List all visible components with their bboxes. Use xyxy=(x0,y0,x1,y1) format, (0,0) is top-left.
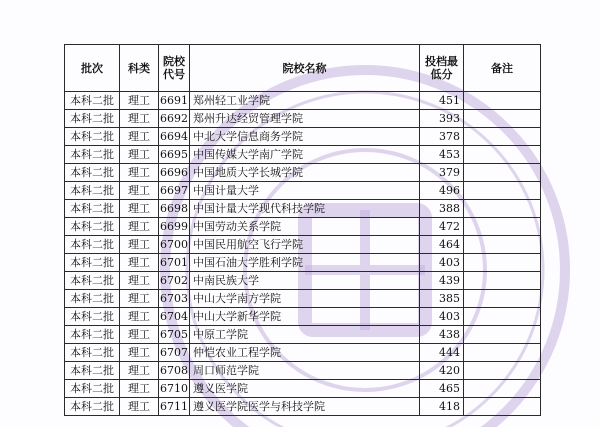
cell-name: 中原工学院 xyxy=(190,326,420,344)
table-row xyxy=(65,92,541,110)
table-row xyxy=(65,182,541,200)
cell-name: 遵义医学院医学与科技学院 xyxy=(190,398,420,416)
cell-name: 遵义医学院 xyxy=(190,380,420,398)
cell-type: 理工 xyxy=(120,236,159,254)
cell-batch: 本科二批 xyxy=(65,236,120,254)
cell-type: 理工 xyxy=(120,308,159,326)
cell-batch: 本科二批 xyxy=(65,218,120,236)
cell-batch: 本科二批 xyxy=(65,380,120,398)
cell-score: 451 xyxy=(420,92,464,110)
cell-note xyxy=(464,200,541,218)
cell-type: 理工 xyxy=(120,146,159,164)
cell-score: 393 xyxy=(420,110,464,128)
table-row xyxy=(65,326,541,344)
cell-type: 理工 xyxy=(120,362,159,380)
cell-batch: 本科二批 xyxy=(65,92,120,110)
cell-note xyxy=(464,182,541,200)
cell-name: 中国计量大学现代科技学院 xyxy=(190,200,420,218)
cell-code: 6711 xyxy=(159,398,190,416)
cell-note xyxy=(464,398,541,416)
cell-name: 周口师范学院 xyxy=(190,362,420,380)
cell-batch: 本科二批 xyxy=(65,308,120,326)
header-name: 院校名称 xyxy=(190,45,420,92)
cell-type: 理工 xyxy=(120,182,159,200)
cell-code: 6703 xyxy=(159,290,190,308)
cell-name: 郑州轻工业学院 xyxy=(190,92,420,110)
table-row xyxy=(65,398,541,416)
cell-batch: 本科二批 xyxy=(65,164,120,182)
cell-note xyxy=(464,110,541,128)
cell-type: 理工 xyxy=(120,164,159,182)
cell-score: 379 xyxy=(420,164,464,182)
cell-batch: 本科二批 xyxy=(65,110,120,128)
cell-name: 中国劳动关系学院 xyxy=(190,218,420,236)
cell-type: 理工 xyxy=(120,398,159,416)
cell-batch: 本科二批 xyxy=(65,344,120,362)
cell-name: 郑州升达经贸管理学院 xyxy=(190,110,420,128)
cell-type: 理工 xyxy=(120,254,159,272)
table-row xyxy=(65,272,541,290)
cell-code: 6701 xyxy=(159,254,190,272)
cell-batch: 本科二批 xyxy=(65,254,120,272)
cell-batch: 本科二批 xyxy=(65,272,120,290)
cell-score: 420 xyxy=(420,362,464,380)
table-row xyxy=(65,380,541,398)
cell-name: 仲恺农业工程学院 xyxy=(190,344,420,362)
cell-score: 444 xyxy=(420,344,464,362)
cell-code: 6708 xyxy=(159,362,190,380)
cell-name: 中国传媒大学南广学院 xyxy=(190,146,420,164)
cell-score: 496 xyxy=(420,182,464,200)
cell-type: 理工 xyxy=(120,344,159,362)
cell-batch: 本科二批 xyxy=(65,362,120,380)
header-score: 投档最低分 xyxy=(420,45,464,92)
table-row xyxy=(65,110,541,128)
cell-score: 438 xyxy=(420,326,464,344)
cell-code: 6699 xyxy=(159,218,190,236)
cell-score: 439 xyxy=(420,272,464,290)
cell-batch: 本科二批 xyxy=(65,326,120,344)
cell-note xyxy=(464,344,541,362)
table-row xyxy=(65,236,541,254)
cell-code: 6705 xyxy=(159,326,190,344)
cell-score: 388 xyxy=(420,200,464,218)
cell-note xyxy=(464,380,541,398)
cell-code: 6707 xyxy=(159,344,190,362)
header-code: 院校代号 xyxy=(159,45,190,92)
table-row xyxy=(65,128,541,146)
table-row xyxy=(65,254,541,272)
cell-type: 理工 xyxy=(120,380,159,398)
cell-note xyxy=(464,146,541,164)
table-header-row xyxy=(65,45,541,92)
cell-score: 378 xyxy=(420,128,464,146)
cell-code: 6694 xyxy=(159,128,190,146)
table-row xyxy=(65,164,541,182)
cell-batch: 本科二批 xyxy=(65,290,120,308)
cell-type: 理工 xyxy=(120,218,159,236)
cell-score: 403 xyxy=(420,254,464,272)
cell-note xyxy=(464,308,541,326)
cell-score: 472 xyxy=(420,218,464,236)
cell-note xyxy=(464,164,541,182)
cell-note xyxy=(464,92,541,110)
table-row xyxy=(65,200,541,218)
cell-code: 6710 xyxy=(159,380,190,398)
cell-note xyxy=(464,362,541,380)
cell-note xyxy=(464,254,541,272)
cell-name: 中国地质大学长城学院 xyxy=(190,164,420,182)
cell-score: 418 xyxy=(420,398,464,416)
cell-note xyxy=(464,326,541,344)
cell-score: 453 xyxy=(420,146,464,164)
header-batch: 批次 xyxy=(65,45,120,92)
header-note: 备注 xyxy=(464,45,541,92)
cell-code: 6697 xyxy=(159,182,190,200)
admission-score-table xyxy=(64,44,541,416)
cell-batch: 本科二批 xyxy=(65,128,120,146)
cell-note xyxy=(464,218,541,236)
cell-code: 6700 xyxy=(159,236,190,254)
cell-type: 理工 xyxy=(120,290,159,308)
cell-name: 中南民族大学 xyxy=(190,272,420,290)
cell-batch: 本科二批 xyxy=(65,146,120,164)
cell-code: 6692 xyxy=(159,110,190,128)
cell-type: 理工 xyxy=(120,326,159,344)
cell-code: 6702 xyxy=(159,272,190,290)
cell-batch: 本科二批 xyxy=(65,182,120,200)
cell-type: 理工 xyxy=(120,200,159,218)
cell-type: 理工 xyxy=(120,272,159,290)
cell-score: 385 xyxy=(420,290,464,308)
cell-name: 中北大学信息商务学院 xyxy=(190,128,420,146)
table-row xyxy=(65,362,541,380)
cell-type: 理工 xyxy=(120,128,159,146)
cell-note xyxy=(464,272,541,290)
cell-type: 理工 xyxy=(120,92,159,110)
cell-score: 465 xyxy=(420,380,464,398)
cell-code: 6704 xyxy=(159,308,190,326)
table-row xyxy=(65,218,541,236)
table-row xyxy=(65,290,541,308)
cell-name: 中国民用航空飞行学院 xyxy=(190,236,420,254)
cell-name: 中国计量大学 xyxy=(190,182,420,200)
cell-name: 中山大学新华学院 xyxy=(190,308,420,326)
cell-name: 中山大学南方学院 xyxy=(190,290,420,308)
table-row xyxy=(65,344,541,362)
cell-score: 403 xyxy=(420,308,464,326)
cell-note xyxy=(464,236,541,254)
cell-type: 理工 xyxy=(120,110,159,128)
cell-code: 6696 xyxy=(159,164,190,182)
header-type: 科类 xyxy=(120,45,159,92)
cell-batch: 本科二批 xyxy=(65,398,120,416)
table-row xyxy=(65,308,541,326)
cell-note xyxy=(464,290,541,308)
cell-note xyxy=(464,128,541,146)
cell-name: 中国石油大学胜利学院 xyxy=(190,254,420,272)
cell-batch: 本科二批 xyxy=(65,200,120,218)
table-row xyxy=(65,146,541,164)
cell-code: 6698 xyxy=(159,200,190,218)
cell-code: 6691 xyxy=(159,92,190,110)
cell-score: 464 xyxy=(420,236,464,254)
cell-code: 6695 xyxy=(159,146,190,164)
